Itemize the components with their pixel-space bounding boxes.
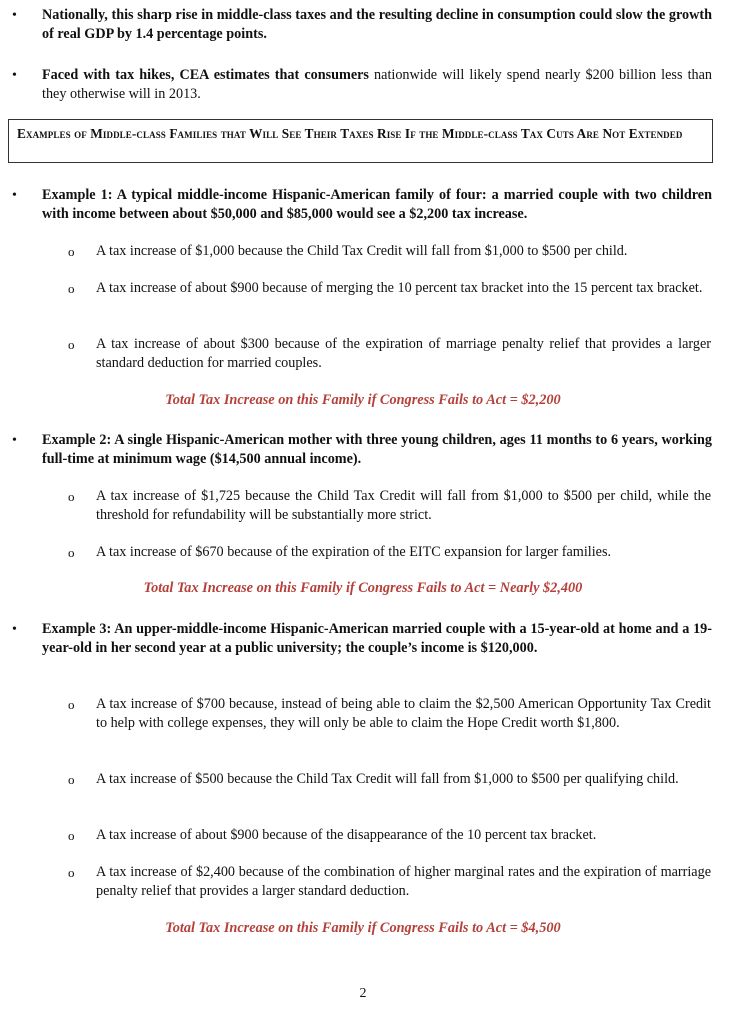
bullet-bold-text: Faced with tax hikes, CEA estimates that consumers [42, 67, 369, 83]
example-2-total: Total Tax Increase on this Family if Congress Fails to Act = Nearly $2,400 [143, 580, 583, 596]
circle-bullet: o [68, 772, 75, 787]
bullet-dot: • [12, 8, 17, 23]
example-1-total: Total Tax Increase on this Family if Congress Fails to Act = $2,200 [165, 392, 561, 408]
bullet-text: nationwide will likely spend nearly $200 billion less than they otherwise will in 2013. [42, 67, 712, 102]
item-text: A tax increase of $670 because of the expiration of the EITC expansion for larger families. [96, 544, 612, 560]
example-3-item-1 [68, 695, 711, 733]
item-text: A tax increase of about $900 because of the disappearance of the 10 percent tax bracket. [96, 827, 597, 843]
item-text: A tax increase of about $300 because of the expiration of marriage penalty relief that provides a larger standard deduction for married couples. [96, 336, 711, 371]
bullet-dot: • [12, 433, 17, 448]
example-3-total: Total Tax Increase on this Family if Congress Fails to Act = $4,500 [165, 920, 561, 936]
bullet-consumer-spending [12, 66, 712, 104]
example-1-item-3 [68, 335, 711, 373]
example-2-item-1 [68, 487, 711, 525]
item-text: A tax increase of $1,000 because the Child Tax Credit will fall from $1,000 to $500 per child. [96, 243, 628, 259]
circle-bullet: o [68, 828, 75, 843]
circle-bullet: o [68, 545, 75, 560]
item-text: A tax increase of $500 because the Child Tax Credit will fall from $1,000 to $500 per qualifying child. [96, 771, 679, 787]
example-heading-text: Example 2: A single Hispanic-American mother with three young children, ages 11 months to 6 years, working full-time at minimum wage ($14,500 annual income). [42, 432, 712, 467]
example-1-item-1 [68, 242, 711, 261]
circle-bullet: o [68, 244, 75, 259]
circle-bullet: o [68, 697, 75, 712]
item-text: A tax increase of about $900 because of merging the 10 percent tax bracket into the 15 percent tax bracket. [96, 280, 703, 296]
item-text: A tax increase of $700 because, instead of being able to claim the $2,500 American Opportunity Tax Credit to help with college expenses, they will only be able to claim the Hope Credit worth $1,800. [96, 696, 711, 731]
bullet-dot: • [12, 188, 17, 203]
circle-bullet: o [68, 489, 75, 504]
example-3-item-3 [68, 826, 711, 845]
example-2-item-2 [68, 543, 711, 562]
item-text: A tax increase of $2,400 because of the combination of higher marginal rates and the expiration of marriage penalty relief that provides a larger standard deduction. [96, 864, 711, 899]
bullet-text: Nationally, this sharp rise in middle-class taxes and the resulting decline in consumption could slow the growth of real GDP by 1.4 percentage points. [42, 7, 712, 42]
example-2-heading [12, 431, 712, 469]
example-heading-text: Example 1: A typical middle-income Hispanic-American family of four: a married couple with two children with income between about $50,000 and $85,000 would see a $2,200 tax increase. [42, 187, 712, 222]
example-3-heading [12, 620, 712, 658]
circle-bullet: o [68, 337, 75, 352]
page-number: 2 [359, 986, 367, 1001]
section-title-box: Examples of Middle-class Families that Will See Their Taxes Rise If the Middle-class Tax Cuts Are Not Extended [8, 119, 713, 163]
circle-bullet: o [68, 281, 75, 296]
bullet-dot: • [12, 68, 17, 83]
example-3-item-4 [68, 863, 711, 901]
example-1-item-2 [68, 279, 711, 298]
circle-bullet: o [68, 865, 75, 880]
example-3-item-2 [68, 770, 711, 789]
example-1-heading [12, 186, 712, 224]
bullet-gdp-impact [12, 6, 712, 44]
item-text: A tax increase of $1,725 because the Child Tax Credit will fall from $1,000 to $500 per child, while the threshold for refundability will be substantially more strict. [96, 488, 711, 523]
example-heading-text: Example 3: An upper-middle-income Hispanic-American married couple with a 15-year-old at home and a 19-year-old in her second year at a public university; the couple’s income is $120,000. [42, 621, 712, 656]
bullet-dot: • [12, 622, 17, 637]
